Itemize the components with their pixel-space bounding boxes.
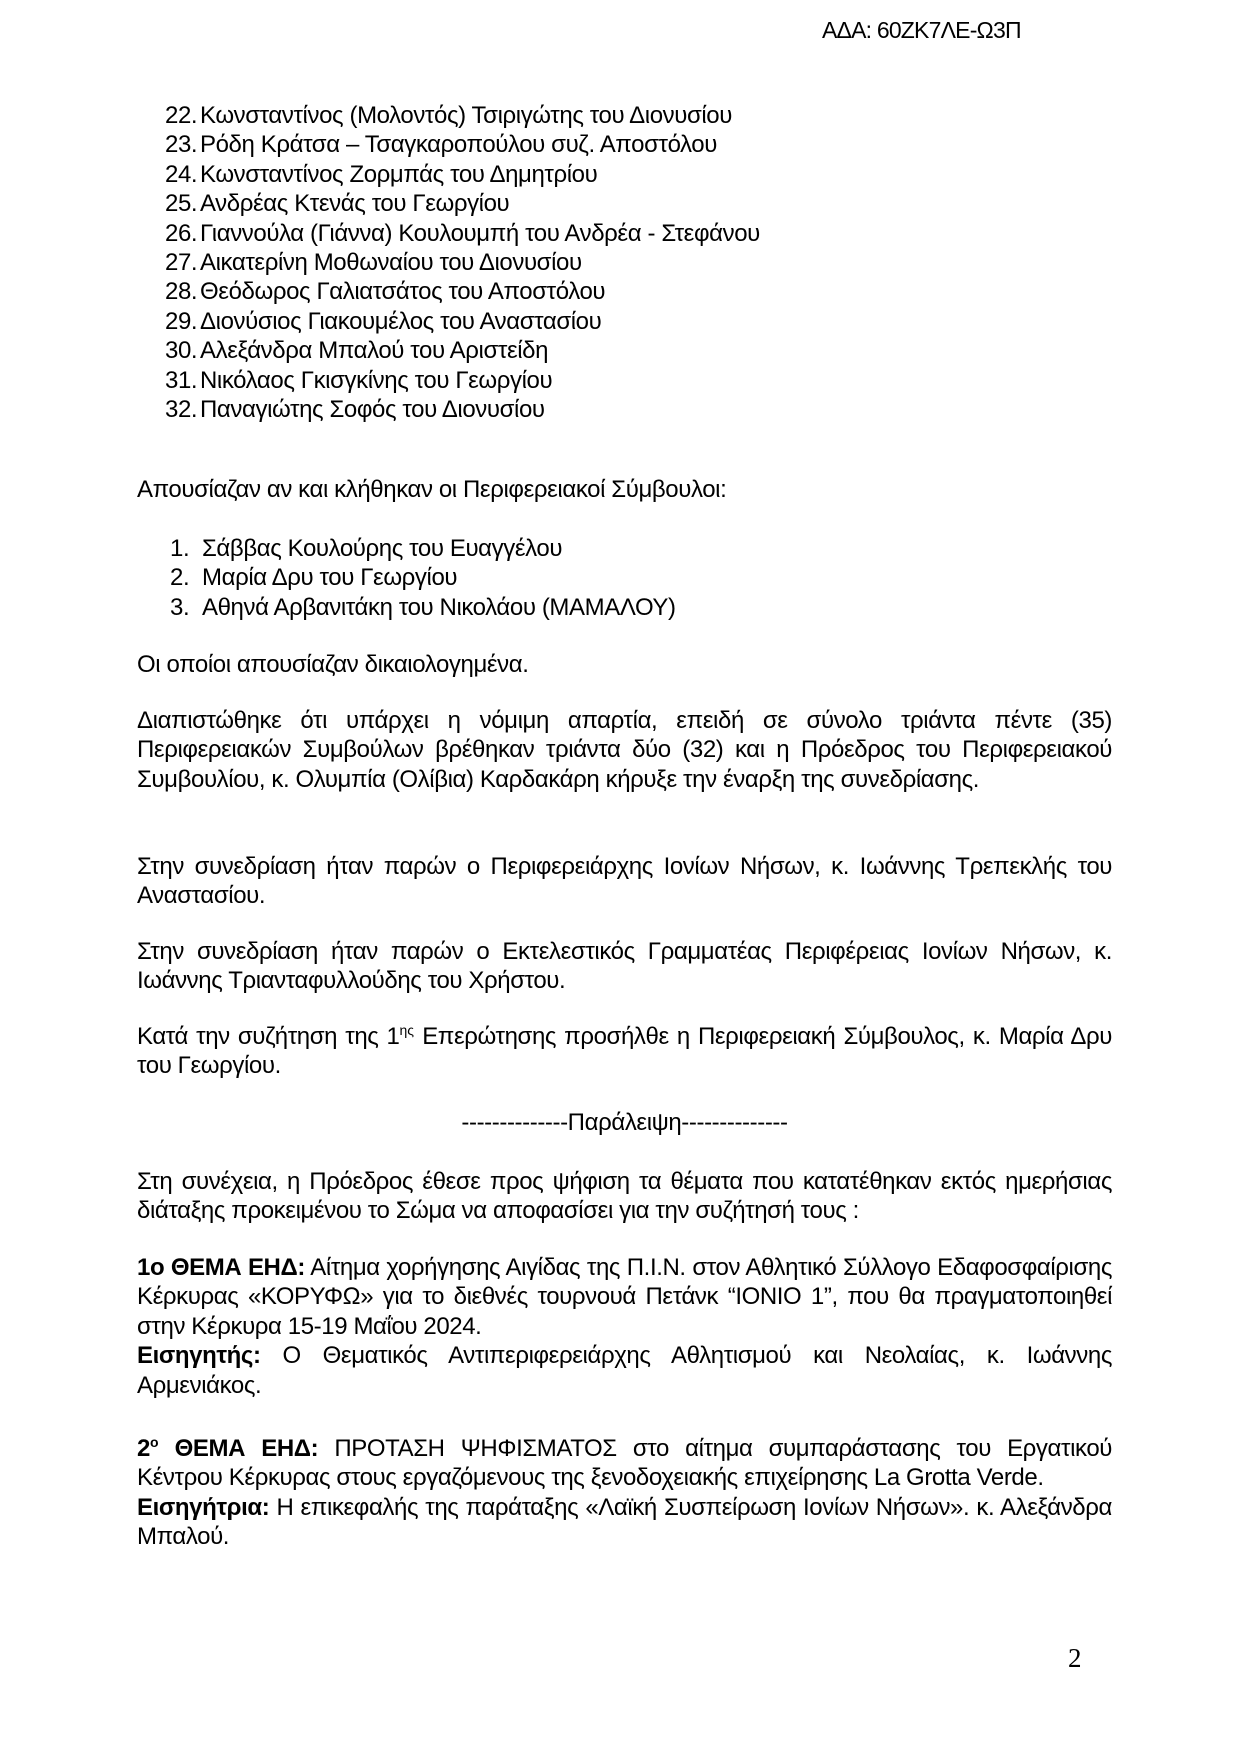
list-item-text: Αλεξάνδρα Μπαλού του Αριστείδη — [200, 337, 549, 365]
absent-note: Οι οποίοι απουσίαζαν δικαιολογημένα. — [137, 651, 529, 678]
topic2-label-number: 2 — [137, 1435, 150, 1462]
quorum-paragraph: Διαπιστώθηκε ότι υπάρχει η νόμιμη απαρτία, επειδή σε σύνολο τριάντα πέντε (35) Περιφερειακών Συμβούλων βρέθηκαν τριάντα δύο (32) και η Πρόεδρος του Περιφερειακού Συμβουλίου, κ. Ολυμπία (Ολίβια) Καρδακάρη κήρυξε την έναρξη της συνεδρίασης. — [137, 707, 1112, 793]
omission-separator: --------------Παράλειψη-------------- — [461, 1109, 788, 1136]
list-item — [165, 366, 1110, 395]
list-item — [170, 534, 1110, 563]
vote-items-paragraph: Στη συνέχεια, η Πρόεδρος έθεσε προς ψήφιση τα θέματα που κατατέθηκαν εκτός ημερήσιας διάταξης προκειμένου το Σώμα να αποφασίσει για την συζήτησή τους : — [137, 1168, 1112, 1225]
topic2-label-rest: ΘΕΜΑ ΕΗΔ: — [158, 1435, 319, 1462]
governor-present-paragraph: Στην συνεδρίαση ήταν παρών ο Περιφερειάρχης Ιονίων Νήσων, κ. Ιωάννης Τρεπεκλής του Αναστασίου. — [137, 853, 1112, 910]
list-item — [165, 219, 1110, 248]
list-item-text: Κωνσταντίνος (Μολοντός) Τσιριγώτης του Διονυσίου — [200, 102, 732, 129]
list-item-text: Γιαννούλα (Γιάννα) Κουλουμπή του Ανδρέα - Στεφάνου — [200, 219, 760, 247]
list-item-text: Ανδρέας Κτενάς του Γεωργίου — [200, 190, 510, 218]
arrival-paragraph — [137, 1022, 1112, 1081]
page-number: 2 — [1068, 1643, 1082, 1673]
list-item-number: 27. — [165, 249, 198, 277]
list-item-text: Διονύσιος Γιακουμέλος του Αναστασίου — [200, 307, 602, 335]
list-item-number: 22. — [165, 102, 198, 129]
topic1-presenter-label: Εισηγητής: — [137, 1342, 261, 1370]
list-item — [165, 101, 1110, 130]
topic1-block — [137, 1253, 1112, 1400]
list-item — [170, 593, 1110, 622]
list-item — [165, 395, 1110, 424]
list-item-text: Νικόλαος Γκισγκίνης του Γεωργίου — [200, 366, 553, 394]
topic1-text — [137, 1254, 1112, 1340]
topic1-presenter-line — [137, 1341, 1112, 1400]
topic1-body: Αίτημα χορήγησης Αιγίδας της Π.Ι.Ν. στον Αθλητικό Σύλλογο Εδαφοσφαίρισης Κέρκυρας «ΚΟΡΥΦΩ» για το διεθνές τουρνουά Πετάνκ “ΙΟΝΙΟ 1”, που θα πραγματοποιηθεί στην Κέρκυρα 15-19 Μαΐου 2024. — [137, 1254, 1112, 1340]
present-council-members-list — [165, 101, 1110, 424]
list-item-text: Αθηνά Αρβανιτάκη του Νικολάου (ΜΑΜΑΛΟΥ) — [202, 593, 676, 621]
list-item-number: 24. — [165, 160, 198, 188]
topic2-block — [137, 1434, 1112, 1552]
list-item-text: Μαρία Δρυ του Γεωργίου — [202, 564, 458, 592]
topic2-text — [137, 1435, 1112, 1491]
list-item-number: 25. — [165, 190, 198, 218]
list-item — [170, 563, 1110, 592]
list-item-text: Θεόδωρος Γαλιατσάτος του Αποστόλου — [200, 278, 606, 306]
list-item — [165, 277, 1110, 306]
list-item — [165, 307, 1110, 336]
list-item-text: Κωνσταντίνος Ζορμπάς του Δημητρίου — [200, 160, 598, 188]
ada-code: ΑΔΑ: 60ZK7ΛΕ-Ω3Π — [822, 17, 1021, 43]
list-item-text: Σάββας Κουλούρης του Ευαγγέλου — [202, 535, 563, 562]
list-item — [165, 336, 1110, 365]
absent-intro: Απουσίαζαν αν και κλήθηκαν οι Περιφερειακοί Σύμβουλοι: — [137, 476, 727, 503]
list-item — [165, 160, 1110, 189]
list-item-number: 2. — [170, 564, 190, 592]
ordinal-superscript: ης — [399, 1022, 415, 1038]
secretary-present-paragraph: Στην συνεδρίαση ήταν παρών ο Εκτελεστικός Γραμματέας Περιφέρειας Ιονίων Νήσων, κ. Ιωάννης Τριανταφυλλούδης του Χρήστου. — [137, 938, 1112, 995]
list-item-number: 32. — [165, 396, 198, 424]
topic2-presenter-label: Εισηγήτρια: — [137, 1493, 270, 1521]
topic1-presenter: Ο Θεματικός Αντιπεριφερειάρχης Αθλητισμού και Νεολαίας, κ. Ιωάννης Αρμενιάκος. — [137, 1342, 1112, 1399]
list-item-number: 30. — [165, 337, 198, 365]
topic2-body: ΠΡΟΤΑΣΗ ΨΗΦΙΣΜΑΤΟΣ στο αίτημα συμπαράστασης του Εργατικού Κέντρου Κέρκυρας στους εργαζόμενους της ξενοδοχειακής επιχείρησης La Grotta Verde. — [137, 1435, 1112, 1492]
list-item-text: Αικατερίνη Μοθωναίου του Διονυσίου — [200, 249, 582, 277]
list-item-text: Ρόδη Κράτσα – Τσαγκαροπούλου συζ. Αποστόλου — [200, 131, 717, 159]
list-item-number: 28. — [165, 278, 198, 306]
list-item — [165, 189, 1110, 218]
list-item-number: 29. — [165, 307, 198, 335]
list-item-number: 3. — [170, 593, 190, 621]
list-item — [165, 130, 1110, 159]
list-item — [165, 248, 1110, 277]
topic2-label-superscript: ο — [149, 1434, 159, 1450]
arrival-text-pre: Κατά την συζήτηση της 1 — [137, 1023, 400, 1050]
list-item-number: 1. — [170, 535, 190, 562]
list-item-number: 26. — [165, 219, 198, 247]
list-item-number: 23. — [165, 131, 198, 159]
topic2-presenter-line — [137, 1493, 1112, 1552]
topic2-label — [137, 1435, 318, 1462]
list-item-text: Παναγιώτης Σοφός του Διονυσίου — [200, 396, 545, 424]
topic1-label: 1ο ΘΕΜΑ ΕΗΔ: — [137, 1254, 305, 1281]
arrival-text-post: Επερώτησης προσήλθε η Περιφερειακή Σύμβουλος, κ. Μαρία Δρυ του Γεωργίου. — [137, 1023, 1113, 1080]
topic2-presenter: Η επικεφαλής της παράταξης «Λαϊκή Συσπείρωση Ιονίων Νήσων». κ. Αλεξάνδρα Μπαλού. — [137, 1493, 1112, 1551]
list-item-number: 31. — [165, 366, 198, 394]
absent-council-members-list — [170, 534, 1110, 622]
